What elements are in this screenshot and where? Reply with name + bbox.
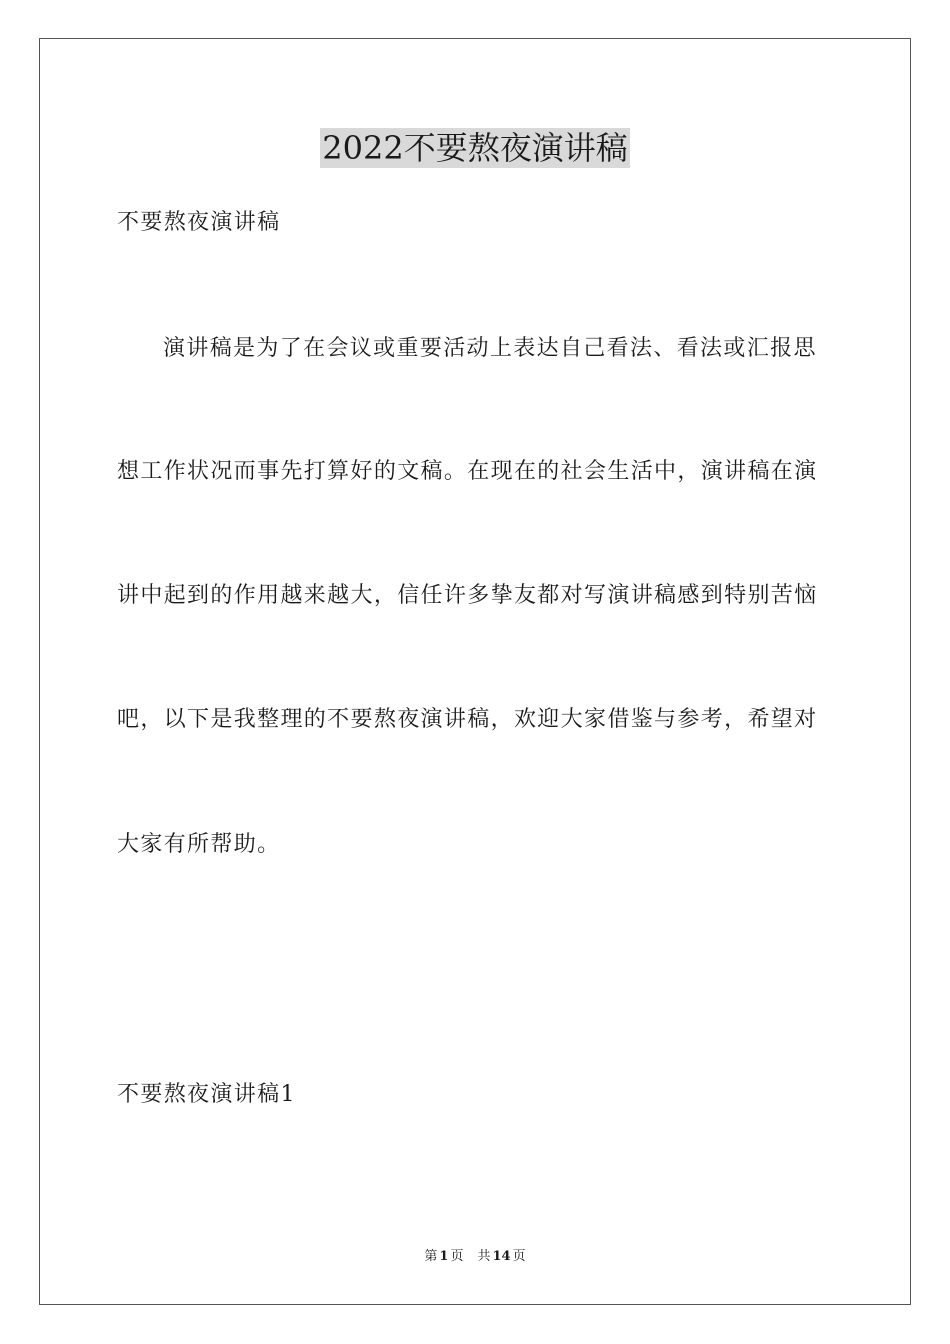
footer-page-suffix: 页: [450, 1249, 464, 1264]
paragraph-line-5: 大家有所帮助。: [117, 832, 281, 857]
footer-page-prefix: 第: [424, 1249, 438, 1264]
paragraph-line-1: 演讲稿是为了在会议或重要活动上表达自己看法、看法或汇报思: [163, 336, 817, 361]
footer-page-number: 1: [439, 1249, 449, 1264]
document-title: [0, 128, 950, 174]
document-title-text: 2022不要熬夜演讲稿: [322, 129, 628, 167]
document-subtitle: 不要熬夜演讲稿: [117, 210, 281, 235]
paragraph-line-3: 讲中起到的作用越来越大，信任许多挚友都对写演讲稿感到特别苦恼: [117, 583, 818, 608]
section-heading: 不要熬夜演讲稿1: [117, 1082, 296, 1107]
footer-total-pages: 14: [492, 1249, 511, 1264]
footer-total-suffix: 页: [512, 1249, 526, 1264]
paragraph-line-2: 想工作状况而事先打算好的文稿。在现在的社会生活中，演讲稿在演: [117, 459, 818, 484]
paragraph-line-4: 吧，以下是我整理的不要熬夜演讲稿，欢迎大家借鉴与参考，希望对: [117, 707, 818, 732]
page-footer: [0, 1248, 950, 1266]
footer-total-prefix: 共: [477, 1249, 491, 1264]
